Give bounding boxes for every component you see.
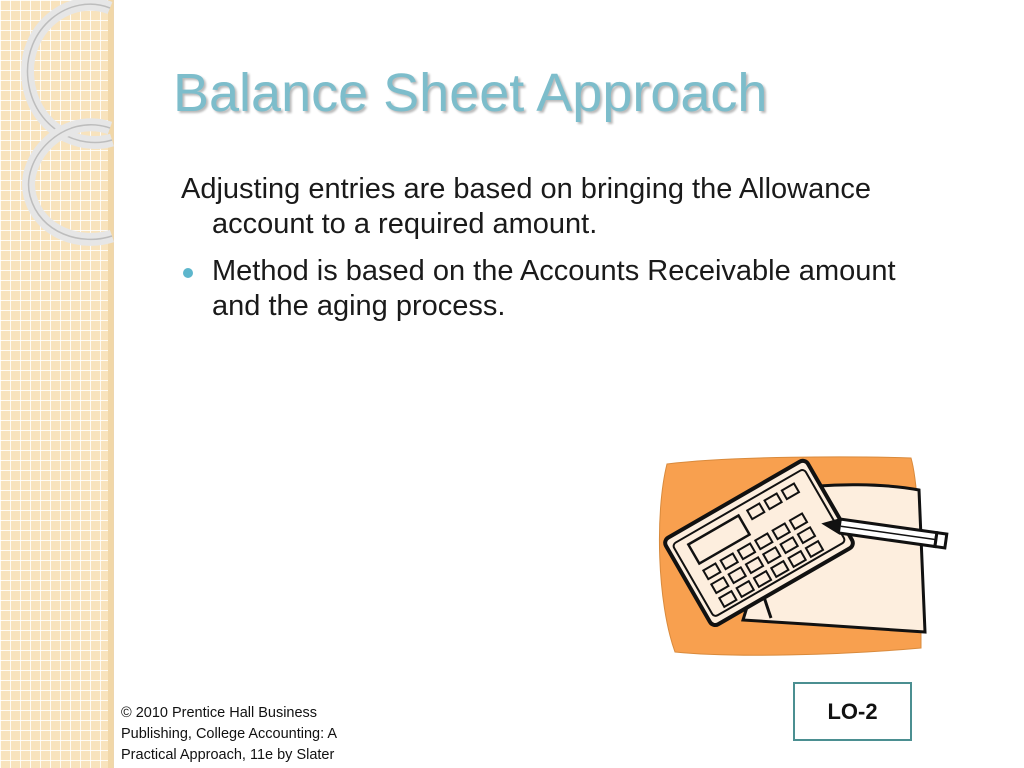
copyright-footer: © 2010 Prentice Hall Business Publishing, College Accounting: A Practical Approach, 11e by Slater [121, 705, 337, 763]
lo-label: LO-2 [827, 698, 878, 724]
learning-objective-badge [793, 682, 912, 741]
decorative-rings [0, 0, 180, 260]
bullet-item [181, 254, 911, 324]
bullet-dot-icon [183, 268, 193, 278]
slide-title: Balance Sheet Approach [173, 63, 768, 123]
calculator-pencil-icon [653, 452, 953, 660]
body-paragraph: Adjusting entries are based on bringing the Allowance account to a required amount. [181, 173, 872, 240]
slide-body [181, 172, 911, 324]
bullet-text: Method is based on the Accounts Receivable amount and the aging process. [212, 255, 896, 322]
